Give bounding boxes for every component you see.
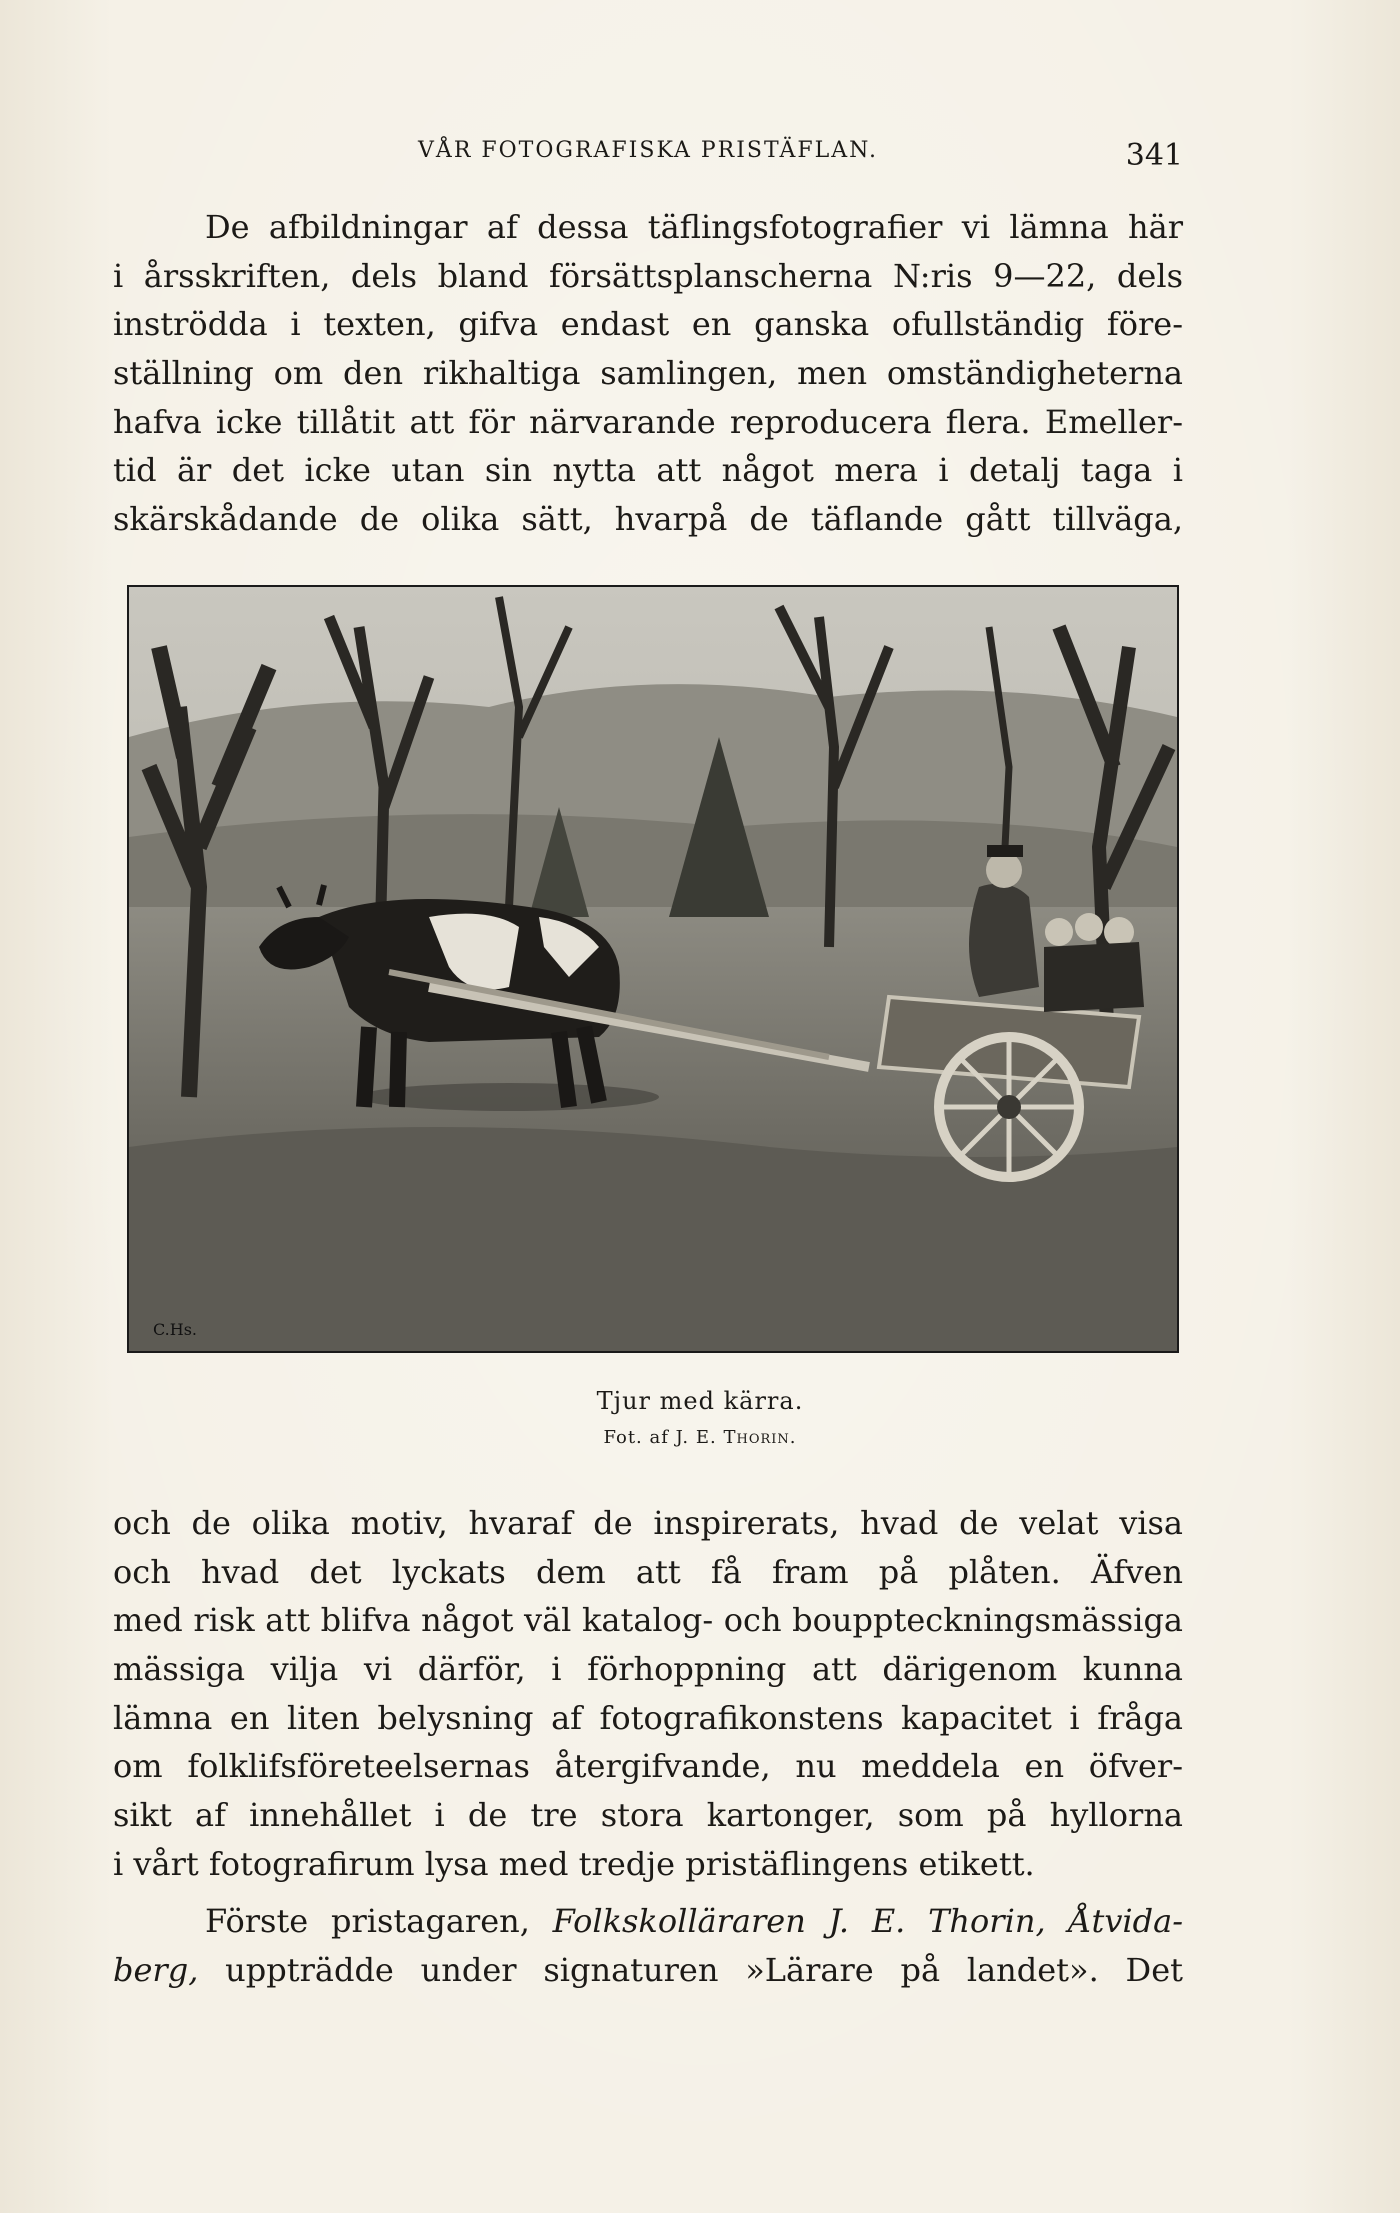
paragraph-2 [113,1499,1183,1889]
text-line: och hvad det lyckats dem att få fram på plåten. Äfven [113,1552,1183,1591]
text-span-italic: Folkskolläraren J. E. Thorin, [552,1902,1046,1940]
text-line: lämna en liten belysning af fotografikonstens kapacitet i fråga [113,1698,1183,1737]
text-line: hafva icke tillåtit att för närvarande reproducera flera. Emeller- [113,402,1183,441]
text-line: i vårt fotografirum lysa med tredje pristäflingens etikett. [113,1844,1035,1883]
text-line: med risk att blifva något väl katalog- och bouppteckningsmässiga [113,1601,1183,1640]
text-line: De afbildningar af dessa täflingsfotografier vi lämna här [205,208,1183,246]
credit-prefix: Fot. af J. E. [603,1427,717,1448]
foreground-grass [129,1127,1177,1351]
text-line [113,1897,1183,1946]
text-line [113,1946,1183,1995]
text-line: ställning om den rikhaltiga samlingen, men omständigheterna [113,354,1183,393]
figure-credit [0,1427,1400,1448]
page-header [113,138,1183,178]
text-line: i årsskriften, dels bland försättsplanscherna N:ris 9—22, dels [113,256,1183,295]
text-line: och de olika motiv, hvaraf de inspirerats, hvad de velat visa [113,1504,1183,1542]
running-title: VÅR FOTOGRAFISKA PRISTÄFLAN. [418,138,878,163]
credit-name: Thorin. [723,1427,797,1448]
text-span: Förste pristagaren, [205,1902,530,1940]
page-number: 341 [1125,138,1183,173]
text-span: uppträdde under signaturen »Lärare på landet». Det [225,1950,1184,1989]
text-line: om folklifsföreteelsernas återgifvande, nu meddela en öfver- [113,1747,1183,1786]
figure-caption: Tjur med kärra. [596,1387,804,1415]
text-line: sikt af innehållet i de tre stora kartonger, som på hyllorna [113,1796,1183,1835]
text-line: skärskådande de olika sätt, hvarpå de täflande gått tillväga, [113,500,1183,539]
ox-cart-illustration [129,587,1177,1351]
text-line: inströdda i texten, gifva endast en ganska ofullständig före- [113,305,1183,344]
paragraph-3 [113,1897,1183,1994]
paragraph-1 [113,203,1183,544]
text-line: mässiga vilja vi därför, i förhoppning att därigenom kunna [113,1650,1183,1689]
photograph-ox-cart [127,585,1179,1353]
text-span-italic: berg, [113,1950,199,1989]
text-span-italic: Åtvida- [1068,1902,1184,1940]
photographer-signature: C.Hs. [153,1320,198,1339]
text-line: tid är det icke utan sin nytta att något mera i detalj taga i [113,451,1183,490]
